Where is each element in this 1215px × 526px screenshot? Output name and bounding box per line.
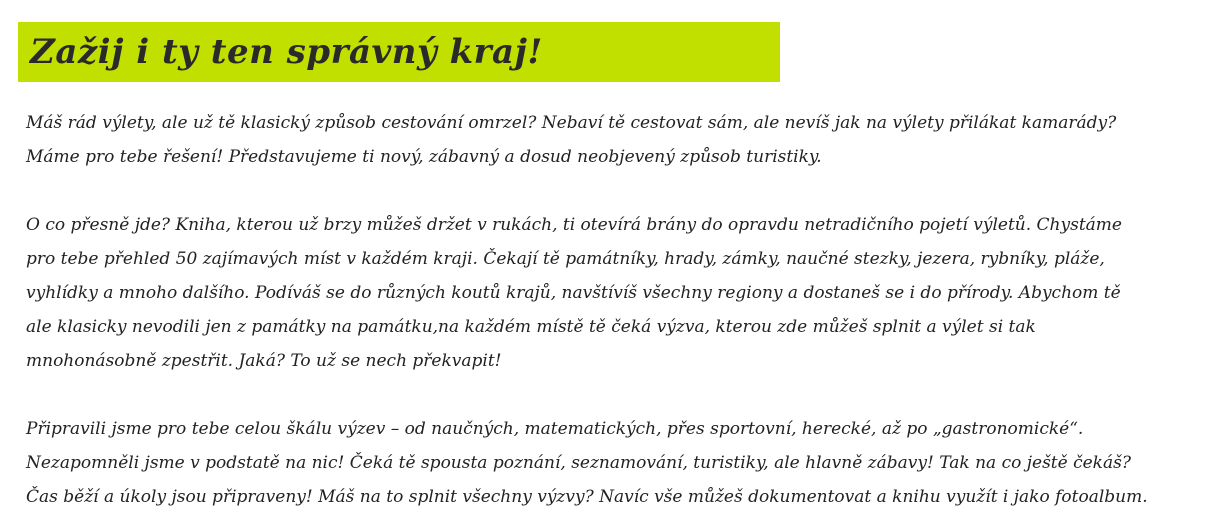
paragraph-spacer [26, 174, 1206, 208]
title-banner [18, 22, 780, 82]
paragraph-line: Připravili jsme pro tebe celou škálu výzev – od naučných, matematických, přes sportovní, herecké, až po „gastronomické“. [26, 419, 1084, 439]
article-body [26, 106, 1206, 514]
paragraph-line: Máme pro tebe řešení! Představujeme ti nový, zábavný a dosud neobjevený způsob turistiky. [26, 147, 822, 167]
paragraph-challenges [26, 412, 1206, 514]
paragraph-intro [26, 106, 1206, 174]
paragraph-spacer [26, 378, 1206, 412]
paragraph-line: Máš rád výlety, ale už tě klasický způsob cestování omrzel? Nebaví tě cestovat sám, ale nevíš jak na výlety přilákat kamarády? [26, 113, 1117, 133]
paragraph-line: vyhlídky a mnoho dalšího. Podíváš se do různých koutů krajů, navštívíš všechny regiony a dostaneš se i do přírody. Abychom tě [26, 283, 1121, 303]
paragraph-line: mnohonásobně zpestřit. Jaká? To už se nech překvapit! [26, 351, 502, 371]
paragraph-details [26, 208, 1206, 378]
page-title: Zažij i ty ten správný kraj! [30, 32, 543, 72]
paragraph-line: pro tebe přehled 50 zajímavých míst v každém kraji. Čekají tě památníky, hrady, zámky, naučné stezky, jezera, rybníky, pláže, [26, 249, 1105, 269]
paragraph-line: Čas běží a úkoly jsou připraveny! Máš na to splnit všechny výzvy? Navíc vše můžeš dokumentovat a knihu využít i jako fotoalbum. [26, 487, 1148, 507]
paragraph-line: ale klasicky nevodili jen z památky na památku,na každém místě tě čeká výzva, kterou zde můžeš splnit a výlet si tak [26, 317, 1036, 337]
paragraph-line: O co přesně jde? Kniha, kterou už brzy můžeš držet v rukách, ti otevírá brány do opravdu netradičního pojetí výletů. Chystáme [26, 215, 1122, 235]
paragraph-line: Nezapomněli jsme v podstatě na nic! Čeká tě spousta poznání, seznamování, turistiky, ale hlavně zábavy! Tak na co ještě čekáš? [26, 453, 1131, 473]
